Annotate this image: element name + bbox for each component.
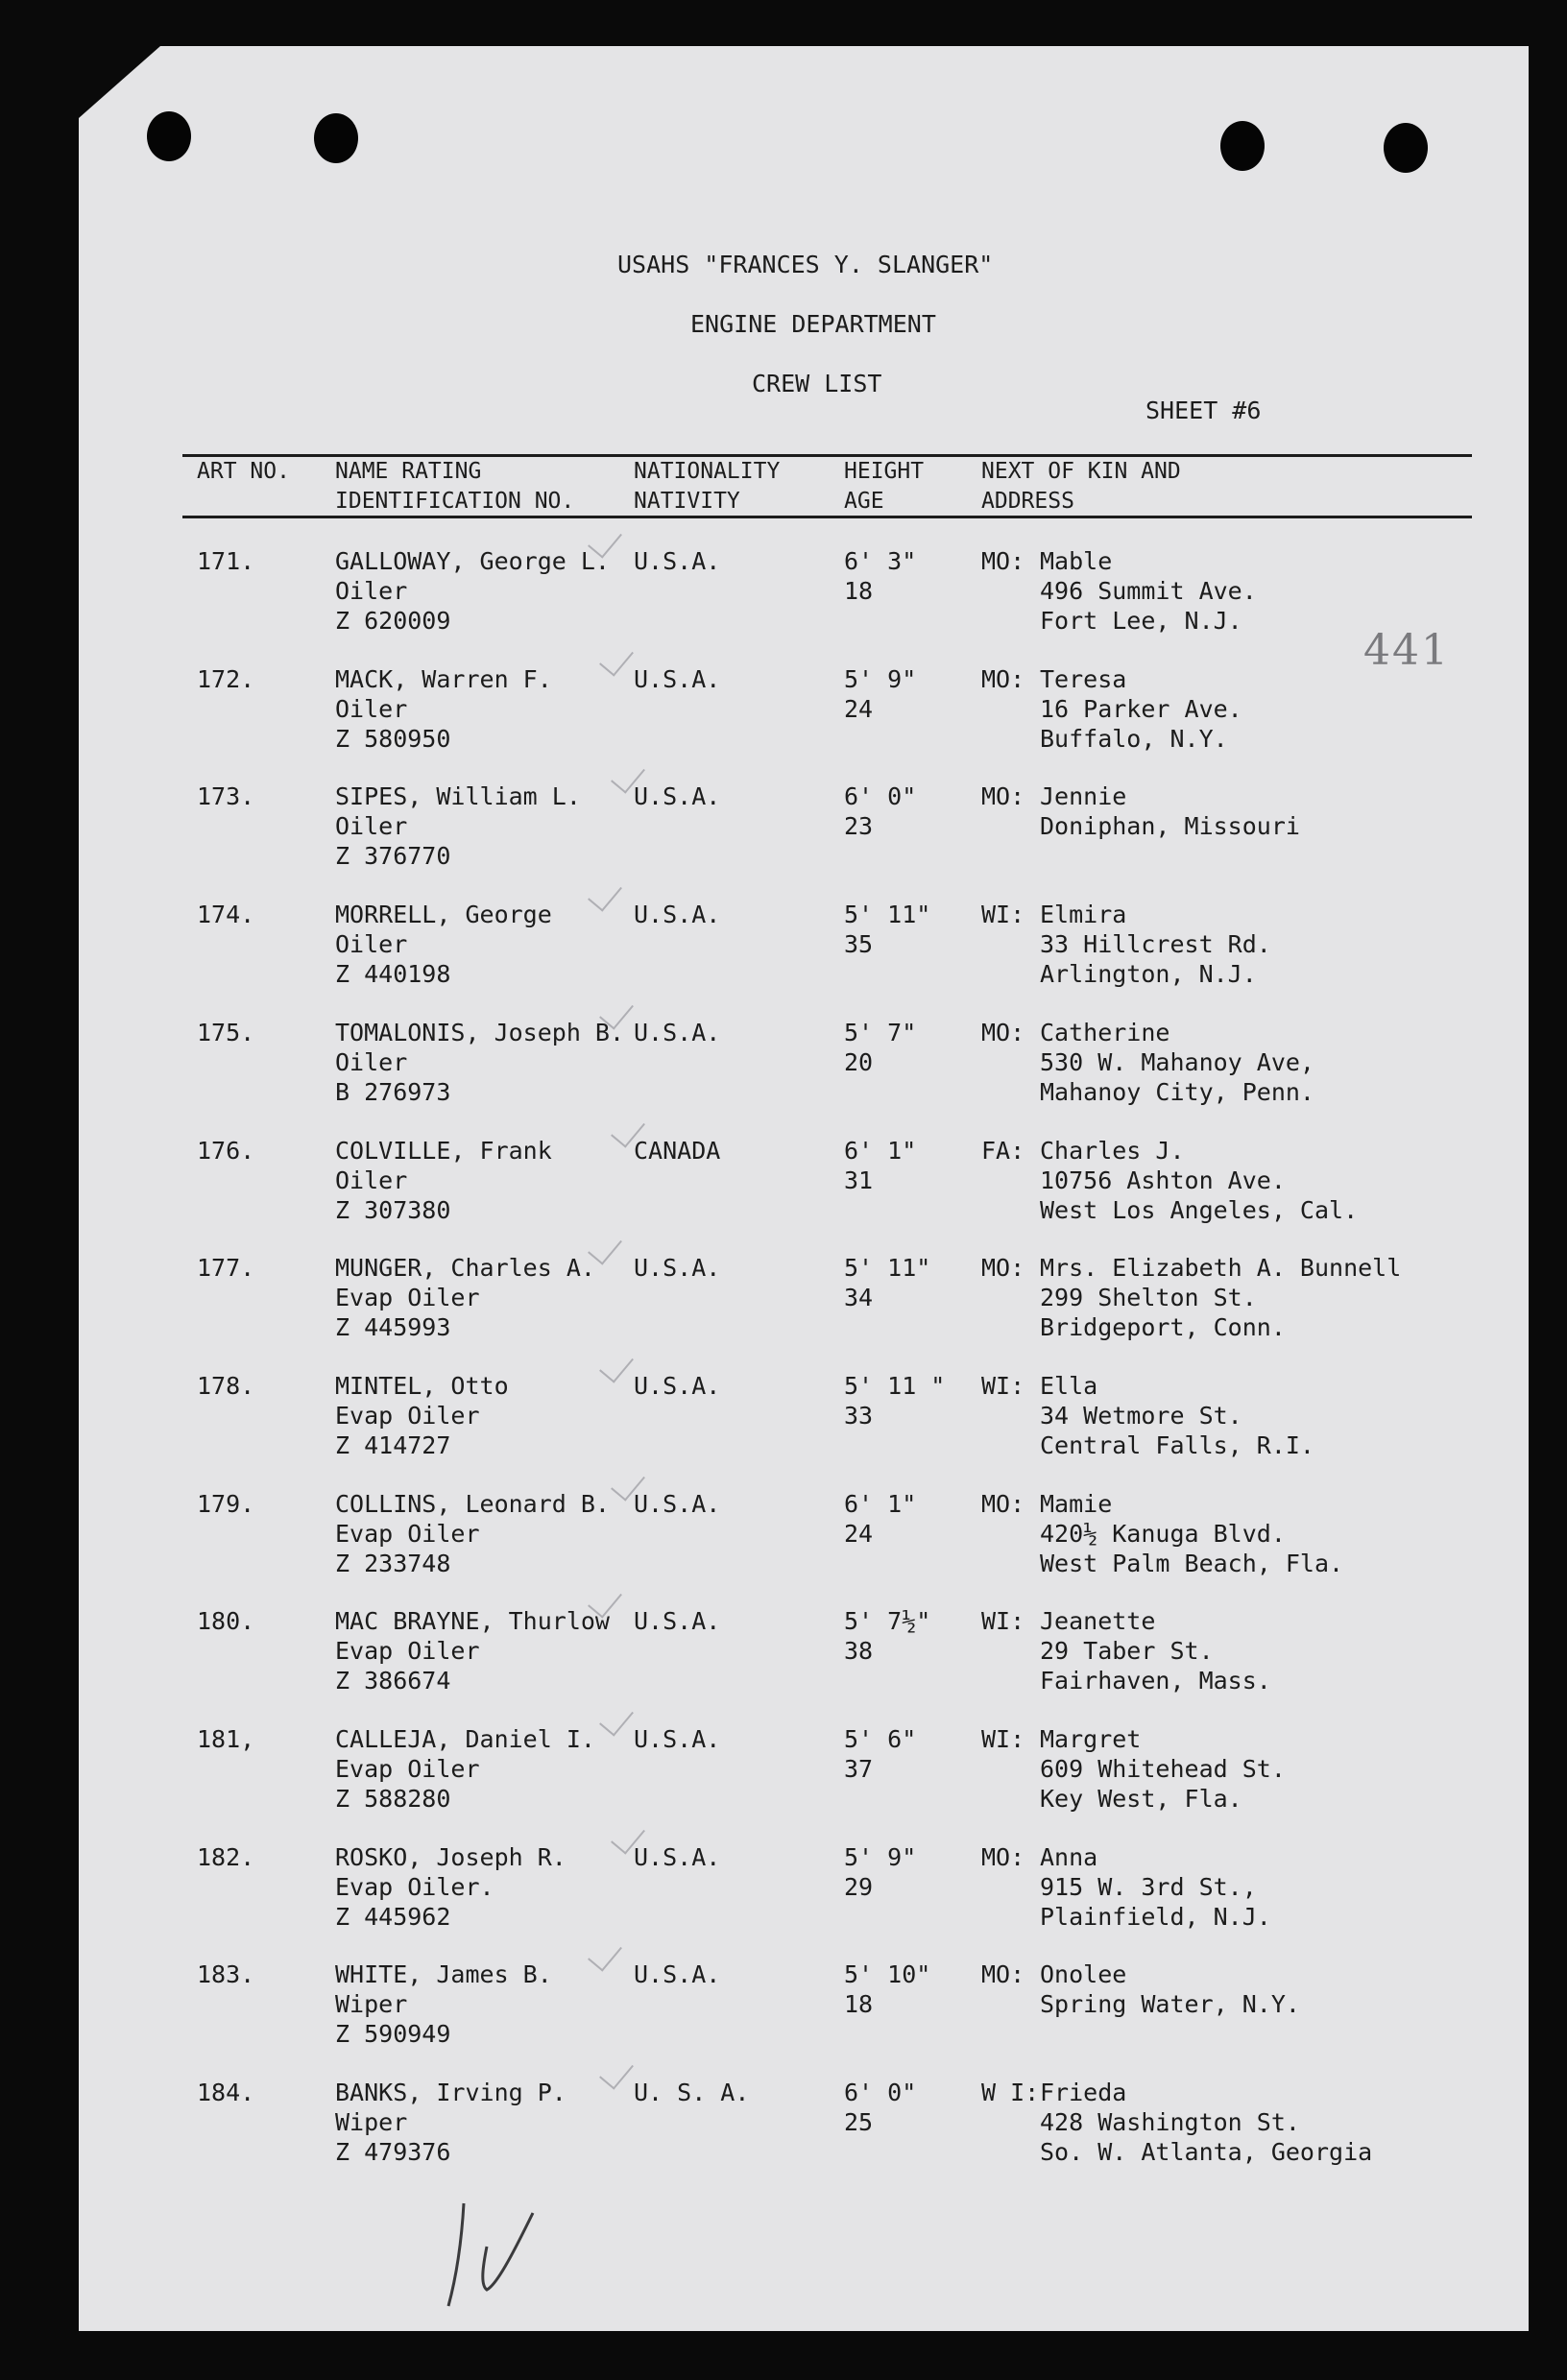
punch-hole bbox=[314, 113, 358, 163]
kin-details bbox=[1040, 1371, 1314, 1460]
crew-id: Z 580950 bbox=[335, 725, 451, 753]
table-row bbox=[0, 1253, 1567, 1349]
kin-relation: FA: bbox=[981, 1137, 1025, 1165]
height-age bbox=[844, 546, 916, 606]
height-age bbox=[844, 664, 916, 724]
kin-details bbox=[1040, 1606, 1271, 1695]
crew-name: TOMALONIS, Joseph B. bbox=[335, 1019, 625, 1046]
kin-relation: MO: bbox=[981, 1960, 1025, 1988]
kin-name: Anna bbox=[1040, 1843, 1098, 1871]
crew-identity bbox=[335, 1136, 552, 1225]
age: 38 bbox=[844, 1637, 874, 1665]
kin-name: Elmira bbox=[1040, 901, 1127, 928]
col-height-age: HEIGHT AGE bbox=[844, 459, 925, 514]
height-age bbox=[844, 1018, 916, 1077]
crew-rating: Oiler bbox=[335, 930, 408, 958]
height-age bbox=[844, 1253, 930, 1312]
crew-id: B 276973 bbox=[335, 1078, 451, 1106]
height: 5' 11 " bbox=[844, 1372, 946, 1400]
kin-address-2: So. W. Atlanta, Georgia bbox=[1040, 2138, 1373, 2166]
crew-identity bbox=[335, 1018, 624, 1107]
crew-rating: Oiler bbox=[335, 577, 408, 605]
art-number: 180. bbox=[197, 1607, 255, 1635]
table-row bbox=[0, 664, 1567, 760]
kin-relation: WI: bbox=[981, 901, 1025, 928]
kin-relation: MO: bbox=[981, 1843, 1025, 1871]
crew-id: Z 233748 bbox=[335, 1550, 451, 1577]
kin-details bbox=[1040, 546, 1257, 636]
art-number: 176. bbox=[197, 1137, 255, 1165]
kin-details bbox=[1040, 1253, 1401, 1342]
crew-id: Z 307380 bbox=[335, 1196, 451, 1224]
nationality: U.S.A. bbox=[634, 1843, 721, 1871]
crew-rating: Wiper bbox=[335, 1990, 408, 2018]
crew-identity bbox=[335, 1371, 509, 1460]
list-title: CREW LIST bbox=[752, 370, 882, 397]
crew-name: MORRELL, George bbox=[335, 901, 552, 928]
height-age bbox=[844, 781, 916, 841]
crew-id: Z 590949 bbox=[335, 2020, 451, 2048]
kin-address-1: 420½ Kanuga Blvd. bbox=[1040, 1520, 1286, 1548]
kin-address-1: 16 Parker Ave. bbox=[1040, 695, 1242, 723]
nationality: CANADA bbox=[634, 1137, 721, 1165]
kin-address-2: Arlington, N.J. bbox=[1040, 960, 1257, 988]
crew-name: BANKS, Irving P. bbox=[335, 2079, 567, 2106]
kin-relation: MO: bbox=[981, 665, 1025, 693]
age: 24 bbox=[844, 695, 874, 723]
age: 35 bbox=[844, 930, 874, 958]
art-number: 183. bbox=[197, 1960, 255, 1988]
kin-relation: WI: bbox=[981, 1607, 1025, 1635]
crew-rating: Evap Oiler bbox=[335, 1284, 480, 1311]
height: 5' 7" bbox=[844, 1019, 917, 1046]
kin-address-1: 34 Wetmore St. bbox=[1040, 1402, 1242, 1430]
col-next-of-kin: NEXT OF KIN AND ADDRESS bbox=[981, 459, 1181, 514]
crew-identity bbox=[335, 2078, 567, 2167]
crew-identity bbox=[335, 781, 581, 871]
height: 6' 0" bbox=[844, 782, 917, 810]
table-row bbox=[0, 1489, 1567, 1585]
kin-relation: W I: bbox=[981, 2079, 1040, 2106]
col-nationality: NATIONALITY NATIVITY bbox=[634, 459, 781, 514]
kin-address-2: Central Falls, R.I. bbox=[1040, 1431, 1314, 1459]
crew-rating: Oiler bbox=[335, 695, 408, 723]
kin-name: Mamie bbox=[1040, 1490, 1113, 1518]
age: 18 bbox=[844, 577, 874, 605]
punch-hole bbox=[1384, 123, 1428, 173]
age: 34 bbox=[844, 1284, 874, 1311]
handwritten-mark bbox=[437, 2179, 552, 2314]
crew-name: GALLOWAY, George L. bbox=[335, 547, 610, 575]
crew-identity bbox=[335, 1253, 595, 1342]
kin-address-1: 33 Hillcrest Rd. bbox=[1040, 930, 1271, 958]
kin-name: Mrs. Elizabeth A. Bunnell bbox=[1040, 1254, 1402, 1282]
crew-id: Z 588280 bbox=[335, 1785, 451, 1813]
kin-address-1: 530 W. Mahanoy Ave, bbox=[1040, 1048, 1314, 1076]
table-row bbox=[0, 1371, 1567, 1467]
nationality: U. S. A. bbox=[634, 2079, 750, 2106]
table-row bbox=[0, 1842, 1567, 1938]
kin-name: Teresa bbox=[1040, 665, 1127, 693]
nationality: U.S.A. bbox=[634, 1490, 721, 1518]
art-number: 174. bbox=[197, 901, 255, 928]
table-row bbox=[0, 1724, 1567, 1820]
age: 24 bbox=[844, 1520, 874, 1548]
height: 6' 1" bbox=[844, 1490, 917, 1518]
crew-rating: Oiler bbox=[335, 1166, 408, 1194]
height: 6' 1" bbox=[844, 1137, 917, 1165]
art-number: 179. bbox=[197, 1490, 255, 1518]
crew-id: Z 479376 bbox=[335, 2138, 451, 2166]
height-age bbox=[844, 1606, 930, 1666]
crew-name: MINTEL, Otto bbox=[335, 1372, 509, 1400]
nationality: U.S.A. bbox=[634, 1725, 721, 1753]
art-number: 175. bbox=[197, 1019, 255, 1046]
art-number: 182. bbox=[197, 1843, 255, 1871]
crew-rating: Evap Oiler bbox=[335, 1755, 480, 1783]
nationality: U.S.A. bbox=[634, 1019, 721, 1046]
nationality: U.S.A. bbox=[634, 782, 721, 810]
kin-address-2: Plainfield, N.J. bbox=[1040, 1903, 1271, 1931]
kin-name: Frieda bbox=[1040, 2079, 1127, 2106]
kin-details bbox=[1040, 1489, 1343, 1578]
page-stamp: 441 bbox=[1363, 626, 1450, 675]
kin-name: Jennie bbox=[1040, 782, 1127, 810]
crew-id: Z 376770 bbox=[335, 842, 451, 870]
kin-relation: MO: bbox=[981, 1254, 1025, 1282]
crew-name: CALLEJA, Daniel I. bbox=[335, 1725, 595, 1753]
kin-address-2: West Palm Beach, Fla. bbox=[1040, 1550, 1344, 1577]
nationality: U.S.A. bbox=[634, 547, 721, 575]
crew-identity bbox=[335, 1959, 552, 2049]
crew-identity bbox=[335, 1842, 567, 1932]
nationality: U.S.A. bbox=[634, 901, 721, 928]
nationality: U.S.A. bbox=[634, 1960, 721, 1988]
header-bottom-rule bbox=[182, 516, 1472, 518]
kin-relation: WI: bbox=[981, 1372, 1025, 1400]
kin-name: Onolee bbox=[1040, 1960, 1127, 1988]
crew-name: SIPES, William L. bbox=[335, 782, 581, 810]
ship-title: USAHS "FRANCES Y. SLANGER" bbox=[617, 251, 994, 278]
kin-details bbox=[1040, 1842, 1271, 1932]
kin-relation: WI: bbox=[981, 1725, 1025, 1753]
kin-details bbox=[1040, 1959, 1300, 2019]
crew-identity bbox=[335, 1724, 595, 1814]
height-age bbox=[844, 1489, 916, 1549]
nationality: U.S.A. bbox=[634, 1372, 721, 1400]
kin-name: Margret bbox=[1040, 1725, 1142, 1753]
punch-hole bbox=[1220, 121, 1265, 171]
crew-rating: Evap Oiler bbox=[335, 1402, 480, 1430]
crew-identity bbox=[335, 546, 610, 636]
table-row bbox=[0, 546, 1567, 642]
age: 18 bbox=[844, 1990, 874, 2018]
kin-name: Charles J. bbox=[1040, 1137, 1185, 1165]
table-row bbox=[0, 1136, 1567, 1232]
kin-details bbox=[1040, 1136, 1358, 1225]
kin-address-1: 299 Shelton St. bbox=[1040, 1284, 1257, 1311]
crew-identity bbox=[335, 664, 552, 754]
kin-details bbox=[1040, 664, 1242, 754]
height: 5' 11" bbox=[844, 1254, 931, 1282]
kin-address-1: 428 Washington St. bbox=[1040, 2108, 1300, 2136]
art-number: 173. bbox=[197, 782, 255, 810]
crew-id: Z 445993 bbox=[335, 1313, 451, 1341]
col-name: NAME RATING IDENTIFICATION NO. bbox=[335, 459, 575, 514]
kin-address-2: Fort Lee, N.J. bbox=[1040, 607, 1242, 635]
crew-name: WHITE, James B. bbox=[335, 1960, 552, 1988]
crew-name: MUNGER, Charles A. bbox=[335, 1254, 595, 1282]
age: 23 bbox=[844, 812, 874, 840]
nationality: U.S.A. bbox=[634, 665, 721, 693]
kin-relation: MO: bbox=[981, 782, 1025, 810]
table-row bbox=[0, 781, 1567, 877]
crew-id: Z 386674 bbox=[335, 1667, 451, 1695]
table-row bbox=[0, 1959, 1567, 2055]
art-number: 184. bbox=[197, 2079, 255, 2106]
art-number: 172. bbox=[197, 665, 255, 693]
height: 5' 9" bbox=[844, 665, 917, 693]
table-row bbox=[0, 900, 1567, 996]
crew-id: Z 445962 bbox=[335, 1903, 451, 1931]
crew-rating: Wiper bbox=[335, 2108, 408, 2136]
kin-address-1: Doniphan, Missouri bbox=[1040, 812, 1300, 840]
height: 5' 10" bbox=[844, 1960, 931, 1988]
kin-address-1: 10756 Ashton Ave. bbox=[1040, 1166, 1286, 1194]
crew-name: MAC BRAYNE, Thurlow bbox=[335, 1607, 610, 1635]
height-age bbox=[844, 1842, 916, 1902]
height-age bbox=[844, 1724, 916, 1784]
crew-name: COLLINS, Leonard B. bbox=[335, 1490, 610, 1518]
kin-details bbox=[1040, 1724, 1286, 1814]
kin-address-2: West Los Angeles, Cal. bbox=[1040, 1196, 1359, 1224]
age: 25 bbox=[844, 2108, 874, 2136]
kin-name: Ella bbox=[1040, 1372, 1098, 1400]
kin-address-1: 609 Whitehead St. bbox=[1040, 1755, 1286, 1783]
height: 5' 7½" bbox=[844, 1607, 931, 1635]
kin-address-1: 496 Summit Ave. bbox=[1040, 577, 1257, 605]
age: 29 bbox=[844, 1873, 874, 1901]
art-number: 181, bbox=[197, 1725, 255, 1753]
crew-identity bbox=[335, 900, 552, 989]
crew-rating: Evap Oiler bbox=[335, 1637, 480, 1665]
age: 31 bbox=[844, 1166, 874, 1194]
age: 33 bbox=[844, 1402, 874, 1430]
crew-identity bbox=[335, 1606, 610, 1695]
height: 5' 6" bbox=[844, 1725, 917, 1753]
kin-address-1: 915 W. 3rd St., bbox=[1040, 1873, 1257, 1901]
table-row bbox=[0, 1018, 1567, 1114]
crew-rating: Oiler bbox=[335, 1048, 408, 1076]
table-row bbox=[0, 1606, 1567, 1702]
crew-id: Z 440198 bbox=[335, 960, 451, 988]
kin-address-1: Spring Water, N.Y. bbox=[1040, 1990, 1300, 2018]
age: 20 bbox=[844, 1048, 874, 1076]
height-age bbox=[844, 1371, 945, 1430]
crew-name: ROSKO, Joseph R. bbox=[335, 1843, 567, 1871]
height: 6' 0" bbox=[844, 2079, 917, 2106]
height-age bbox=[844, 1959, 930, 2019]
art-number: 171. bbox=[197, 547, 255, 575]
kin-name: Mable bbox=[1040, 547, 1113, 575]
height: 6' 3" bbox=[844, 547, 917, 575]
crew-rating: Evap Oiler bbox=[335, 1520, 480, 1548]
kin-relation: MO: bbox=[981, 547, 1025, 575]
kin-details bbox=[1040, 900, 1271, 989]
kin-relation: MO: bbox=[981, 1490, 1025, 1518]
kin-address-2: Bridgeport, Conn. bbox=[1040, 1313, 1286, 1341]
crew-name: COLVILLE, Frank bbox=[335, 1137, 552, 1165]
kin-address-1: 29 Taber St. bbox=[1040, 1637, 1214, 1665]
kin-address-2: Fairhaven, Mass. bbox=[1040, 1667, 1271, 1695]
height-age bbox=[844, 1136, 916, 1195]
art-number: 178. bbox=[197, 1372, 255, 1400]
nationality: U.S.A. bbox=[634, 1254, 721, 1282]
col-art-no: ART NO. bbox=[197, 459, 290, 484]
kin-name: Catherine bbox=[1040, 1019, 1170, 1046]
art-number: 177. bbox=[197, 1254, 255, 1282]
kin-address-2: Mahanoy City, Penn. bbox=[1040, 1078, 1314, 1106]
crew-rating: Oiler bbox=[335, 812, 408, 840]
kin-details bbox=[1040, 2078, 1372, 2167]
crew-id: Z 620009 bbox=[335, 607, 451, 635]
nationality: U.S.A. bbox=[634, 1607, 721, 1635]
kin-relation: MO: bbox=[981, 1019, 1025, 1046]
punch-hole bbox=[147, 111, 191, 161]
kin-name: Jeanette bbox=[1040, 1607, 1156, 1635]
crew-id: Z 414727 bbox=[335, 1431, 451, 1459]
height-age bbox=[844, 900, 930, 959]
table-row bbox=[0, 2078, 1567, 2174]
sheet-number: SHEET #6 bbox=[1145, 397, 1262, 424]
crew-identity bbox=[335, 1489, 610, 1578]
height: 5' 9" bbox=[844, 1843, 917, 1871]
crew-rating: Evap Oiler. bbox=[335, 1873, 494, 1901]
department-title: ENGINE DEPARTMENT bbox=[690, 310, 936, 338]
age: 37 bbox=[844, 1755, 874, 1783]
height: 5' 11" bbox=[844, 901, 931, 928]
kin-details bbox=[1040, 781, 1300, 841]
kin-address-2: Key West, Fla. bbox=[1040, 1785, 1242, 1813]
kin-address-2: Buffalo, N.Y. bbox=[1040, 725, 1228, 753]
kin-details bbox=[1040, 1018, 1314, 1107]
crew-name: MACK, Warren F. bbox=[335, 665, 552, 693]
height-age bbox=[844, 2078, 916, 2137]
